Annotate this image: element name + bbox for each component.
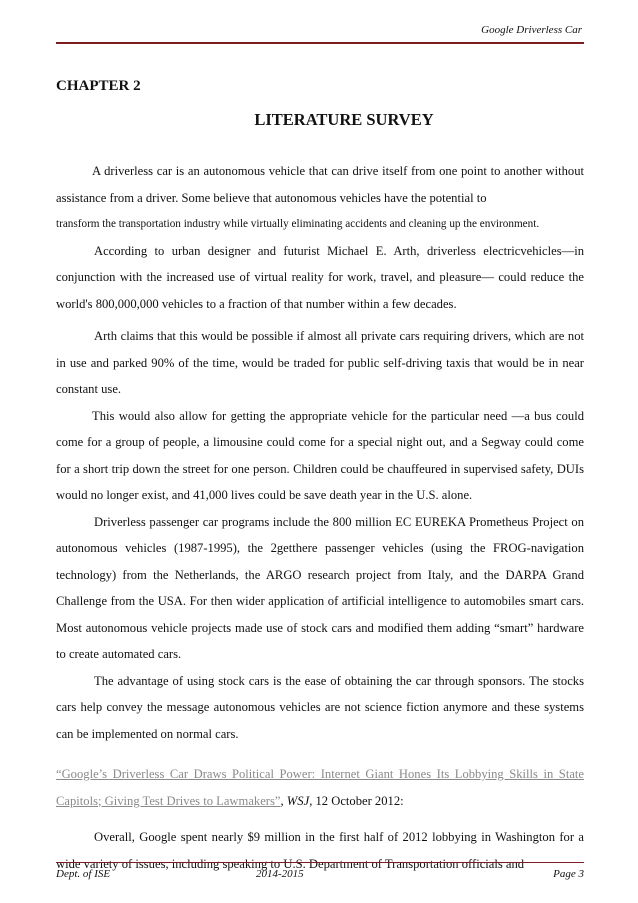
document-body <box>56 158 584 877</box>
paragraph-1-continued: transform the transportation industry while virtually eliminating accidents and cleaning up the environment. <box>56 218 540 230</box>
reference-link[interactable]: “Google’s Driverless Car Draws Political Power: Internet Giant Hones Its Lobbying Skills in State Capitols; Giving Test Drives to Lawmakers” <box>56 767 584 808</box>
paragraph-2: According to urban designer and futurist Michael E. Arth, driverless electricvehicles—in conjunction with the increased use of virtual reality for work, travel, and pleasure— could reduce the world's 800,000,000 vehicles to a fraction of that number within a few decades. <box>56 243 584 311</box>
chapter-heading: CHAPTER 2 <box>56 78 141 94</box>
paragraph-3: Arth claims that this would be possible if almost all private cars requiring drivers, which are not in use and parked 90% of the time, would be traded for public self-driving taxis that would be in near constant use. <box>56 329 584 396</box>
reference-citation <box>56 761 584 814</box>
paragraph-4: This would also allow for getting the appropriate vehicle for the particular need —a bus could come for a group of people, a limousine could come for a special night out, and a Segway could come for a short trip down the street for one person. Children could be chauffeured in supervised safety, DUIs would no longer exist, and 41,000 lives could be save death year in the U.S. alone. <box>56 408 584 502</box>
footer-department: Dept. of ISE <box>56 868 111 880</box>
page-title: LITERATURE SURVEY <box>254 110 434 129</box>
paragraph-6: The advantage of using stock cars is the ease of obtaining the car through sponsors. The stocks cars help convey the message autonomous vehicles are not science fiction anymore and these systems can be implemented on normal cars. <box>56 673 584 741</box>
paragraph-1: A driverless car is an autonomous vehicle that can drive itself from one point to another without assistance from a driver. Some believe that autonomous vehicles have the potential to <box>56 164 584 205</box>
reference-date: , 12 October 2012: <box>309 793 404 808</box>
paragraph-5: Driverless passenger car programs include the 800 million EC EUREKA Prometheus Project on autonomous vehicles (1987-1995), the 2getthere passenger vehicles (using the FROG-navigation technology) from the Netherlands, the ARGO research project from Italy, and the DARPA Grand Challenge from the USA. For then wider application of artificial intelligence to automobiles smart cars. Most autonomous vehicle projects made use of stock cars and modified them adding “smart” hardware to create automated cars. <box>56 514 584 661</box>
paragraph-7: Overall, Google spent nearly $9 million in the first half of 2012 lobbying in Washington for a wide variety of issues, including speaking to U.S. Department of Transportation officials and <box>56 830 584 871</box>
header-rule <box>56 42 584 44</box>
footer-page-number: Page 3 <box>553 868 584 880</box>
footer-rule <box>56 862 584 863</box>
reference-comma: , <box>280 793 287 808</box>
reference-journal: WSJ <box>286 793 310 808</box>
footer-year: 2014-2015 <box>256 868 304 880</box>
running-header: Google Driverless Car <box>481 24 582 36</box>
